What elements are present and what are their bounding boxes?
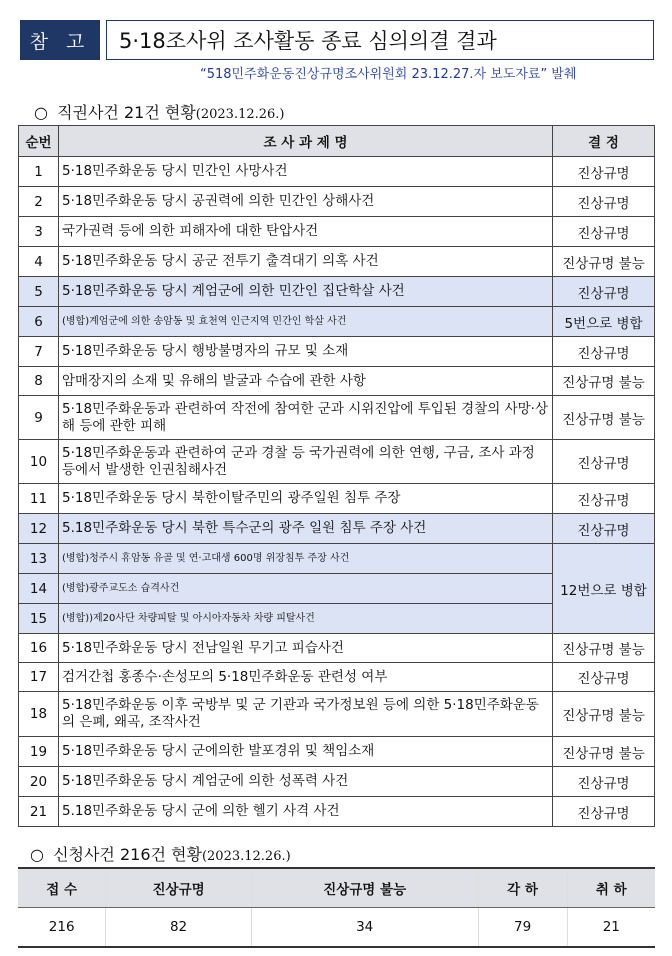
row-case-name: 5·18민주화운동 당시 행방불명자의 규모 및 소재 [59, 337, 553, 367]
row-number: 10 [19, 440, 59, 484]
row-case-name: (병합)청주시 휴암동 유골 및 연·고대생 600명 위장침투 주장 사건 [59, 544, 553, 574]
value-received: 216 [18, 908, 106, 948]
col-header-case-name: 조 사 과 제 명 [59, 126, 553, 157]
table-row [19, 367, 655, 396]
row-decision: 진상규명 [553, 514, 655, 544]
row-decision: 진상규명 불능 [553, 396, 655, 440]
section1-title: 직권사건 21건 현황 [57, 103, 196, 122]
row-number: 8 [19, 367, 59, 396]
table-row [19, 396, 655, 440]
table-row [19, 634, 655, 663]
row-case-name: 5·18민주화운동 당시 전남일원 무기고 피습사건 [59, 634, 553, 663]
row-number: 16 [19, 634, 59, 663]
table-row [19, 767, 655, 797]
reference-badge: 참 고 [20, 20, 100, 60]
col-header-truth-revealed: 진상규명 [106, 868, 252, 908]
table-header-row [19, 126, 655, 157]
section1-heading [34, 100, 285, 123]
section2-marker: ○ [30, 845, 44, 864]
row-decision: 진상규명 [553, 157, 655, 187]
table-row [19, 277, 655, 307]
application-cases-table [18, 867, 655, 948]
row-number: 14 [19, 574, 59, 604]
row-number: 11 [19, 484, 59, 514]
table-row [19, 692, 655, 737]
row-decision: 진상규명 [553, 663, 655, 692]
row-case-name: (병합)계엄군에 의한 송암동 및 효천역 인근지역 민간인 학살 사건 [59, 307, 553, 337]
row-decision: 진상규명 불능 [553, 247, 655, 277]
row-number: 4 [19, 247, 59, 277]
row-number: 13 [19, 544, 59, 574]
row-number: 21 [19, 797, 59, 827]
row-decision: 진상규명 불능 [553, 634, 655, 663]
row-decision: 진상규명 [553, 484, 655, 514]
table-row [19, 217, 655, 247]
table-row [19, 307, 655, 337]
row-decision: 진상규명 [553, 217, 655, 247]
row-decision: 진상규명 [553, 767, 655, 797]
col-header-truth-unrevealed: 진상규명 불능 [251, 868, 478, 908]
row-decision-merged: 12번으로 병합 [553, 544, 655, 634]
section2-heading [30, 842, 291, 865]
row-number: 12 [19, 514, 59, 544]
table-row [19, 737, 655, 767]
value-dismissed: 79 [478, 908, 567, 948]
row-case-name: 5·18민주화운동 당시 민간인 사망사건 [59, 157, 553, 187]
value-truth-revealed: 82 [106, 908, 252, 948]
row-case-name: 5·18민주화운동 당시 계엄군에 의한 민간인 집단학살 사건 [59, 277, 553, 307]
row-decision: 진상규명 불능 [553, 737, 655, 767]
col-header-withdrawn: 취 하 [567, 868, 655, 908]
table-row [19, 247, 655, 277]
col-header-number: 순번 [19, 126, 59, 157]
row-case-name: 5.18민주화운동 당시 북한 특수군의 광주 일원 침투 주장 사건 [59, 514, 553, 544]
row-number: 5 [19, 277, 59, 307]
table-row [19, 544, 655, 574]
section1-marker: ○ [34, 103, 48, 122]
row-decision: 진상규명 불능 [553, 367, 655, 396]
row-case-name: 5·18민주화운동과 관련하여 작전에 참여한 군과 시위진압에 투입된 경찰의 사망·상해 등에 관한 피해 [59, 396, 553, 440]
row-case-name: (병합))제20사단 차량피탈 및 아시아자동차 차량 피탈사건 [59, 604, 553, 634]
col-header-dismissed: 각 하 [478, 868, 567, 908]
row-case-name: (병합)광주교도소 습격사건 [59, 574, 553, 604]
row-decision: 진상규명 [553, 337, 655, 367]
table-row [19, 484, 655, 514]
row-case-name: 5·18민주화운동 당시 공권력에 의한 민간인 상해사건 [59, 187, 553, 217]
row-case-name: 검거간첩 홍종수·손성모의 5·18민주화운동 관련성 여부 [59, 663, 553, 692]
table-row [19, 797, 655, 827]
row-case-name: 5·18민주화운동 이후 국방부 및 군 기관과 국가정보원 등에 의한 5·18민주화운동의 은폐, 왜곡, 조작사건 [59, 692, 553, 737]
col-header-decision: 결 정 [553, 126, 655, 157]
row-number: 7 [19, 337, 59, 367]
table-row [19, 514, 655, 544]
row-decision: 진상규명 [553, 797, 655, 827]
row-case-name: 국가권력 등에 의한 피해자에 대한 탄압사건 [59, 217, 553, 247]
row-number: 18 [19, 692, 59, 737]
row-number: 2 [19, 187, 59, 217]
source-note: “518민주화운동진상규명조사위원회 23.12.27.자 보도자료” 발췌 [200, 67, 577, 82]
table-row [19, 337, 655, 367]
table-header-row [18, 868, 655, 908]
row-decision: 5번으로 병합 [553, 307, 655, 337]
col-header-received: 접 수 [18, 868, 106, 908]
row-number: 1 [19, 157, 59, 187]
row-case-name: 5·18민주화운동과 관련하여 군과 경찰 등 국가권력에 의한 연행, 구금, 조사 과정 등에서 발생한 인권침해사건 [59, 440, 553, 484]
row-number: 3 [19, 217, 59, 247]
row-case-name: 5.18민주화운동 당시 군에 의한 헬기 사격 사건 [59, 797, 553, 827]
table-row [18, 908, 655, 948]
row-decision: 진상규명 [553, 187, 655, 217]
row-number: 19 [19, 737, 59, 767]
section2-title: 신청사건 216건 현황 [53, 845, 202, 864]
row-case-name: 5·18민주화운동 당시 북한이탈주민의 광주일원 침투 주장 [59, 484, 553, 514]
table-row [19, 440, 655, 484]
row-case-name: 암매장지의 소재 및 유해의 발굴과 수습에 관한 사항 [59, 367, 553, 396]
row-case-name: 5·18민주화운동 당시 군에의한 발포경위 및 책임소재 [59, 737, 553, 767]
row-number: 17 [19, 663, 59, 692]
table-row [19, 663, 655, 692]
section1-date: (2023.12.26.) [195, 107, 285, 122]
row-decision: 진상규명 [553, 440, 655, 484]
row-decision: 진상규명 [553, 277, 655, 307]
value-withdrawn: 21 [567, 908, 655, 948]
value-truth-unrevealed: 34 [251, 908, 478, 948]
ex-officio-cases-table [18, 125, 655, 827]
document-title: 5·18조사위 조사활동 종료 심의의결 결과 [106, 20, 654, 60]
row-number: 20 [19, 767, 59, 797]
row-case-name: 5·18민주화운동 당시 공군 전투기 출격대기 의혹 사건 [59, 247, 553, 277]
row-number: 6 [19, 307, 59, 337]
row-number: 9 [19, 396, 59, 440]
row-number: 15 [19, 604, 59, 634]
table-row [19, 157, 655, 187]
row-case-name: 5·18민주화운동 당시 계엄군에 의한 성폭력 사건 [59, 767, 553, 797]
row-decision: 진상규명 불능 [553, 692, 655, 737]
table-row [19, 187, 655, 217]
section2-date: (2023.12.26.) [201, 849, 291, 864]
